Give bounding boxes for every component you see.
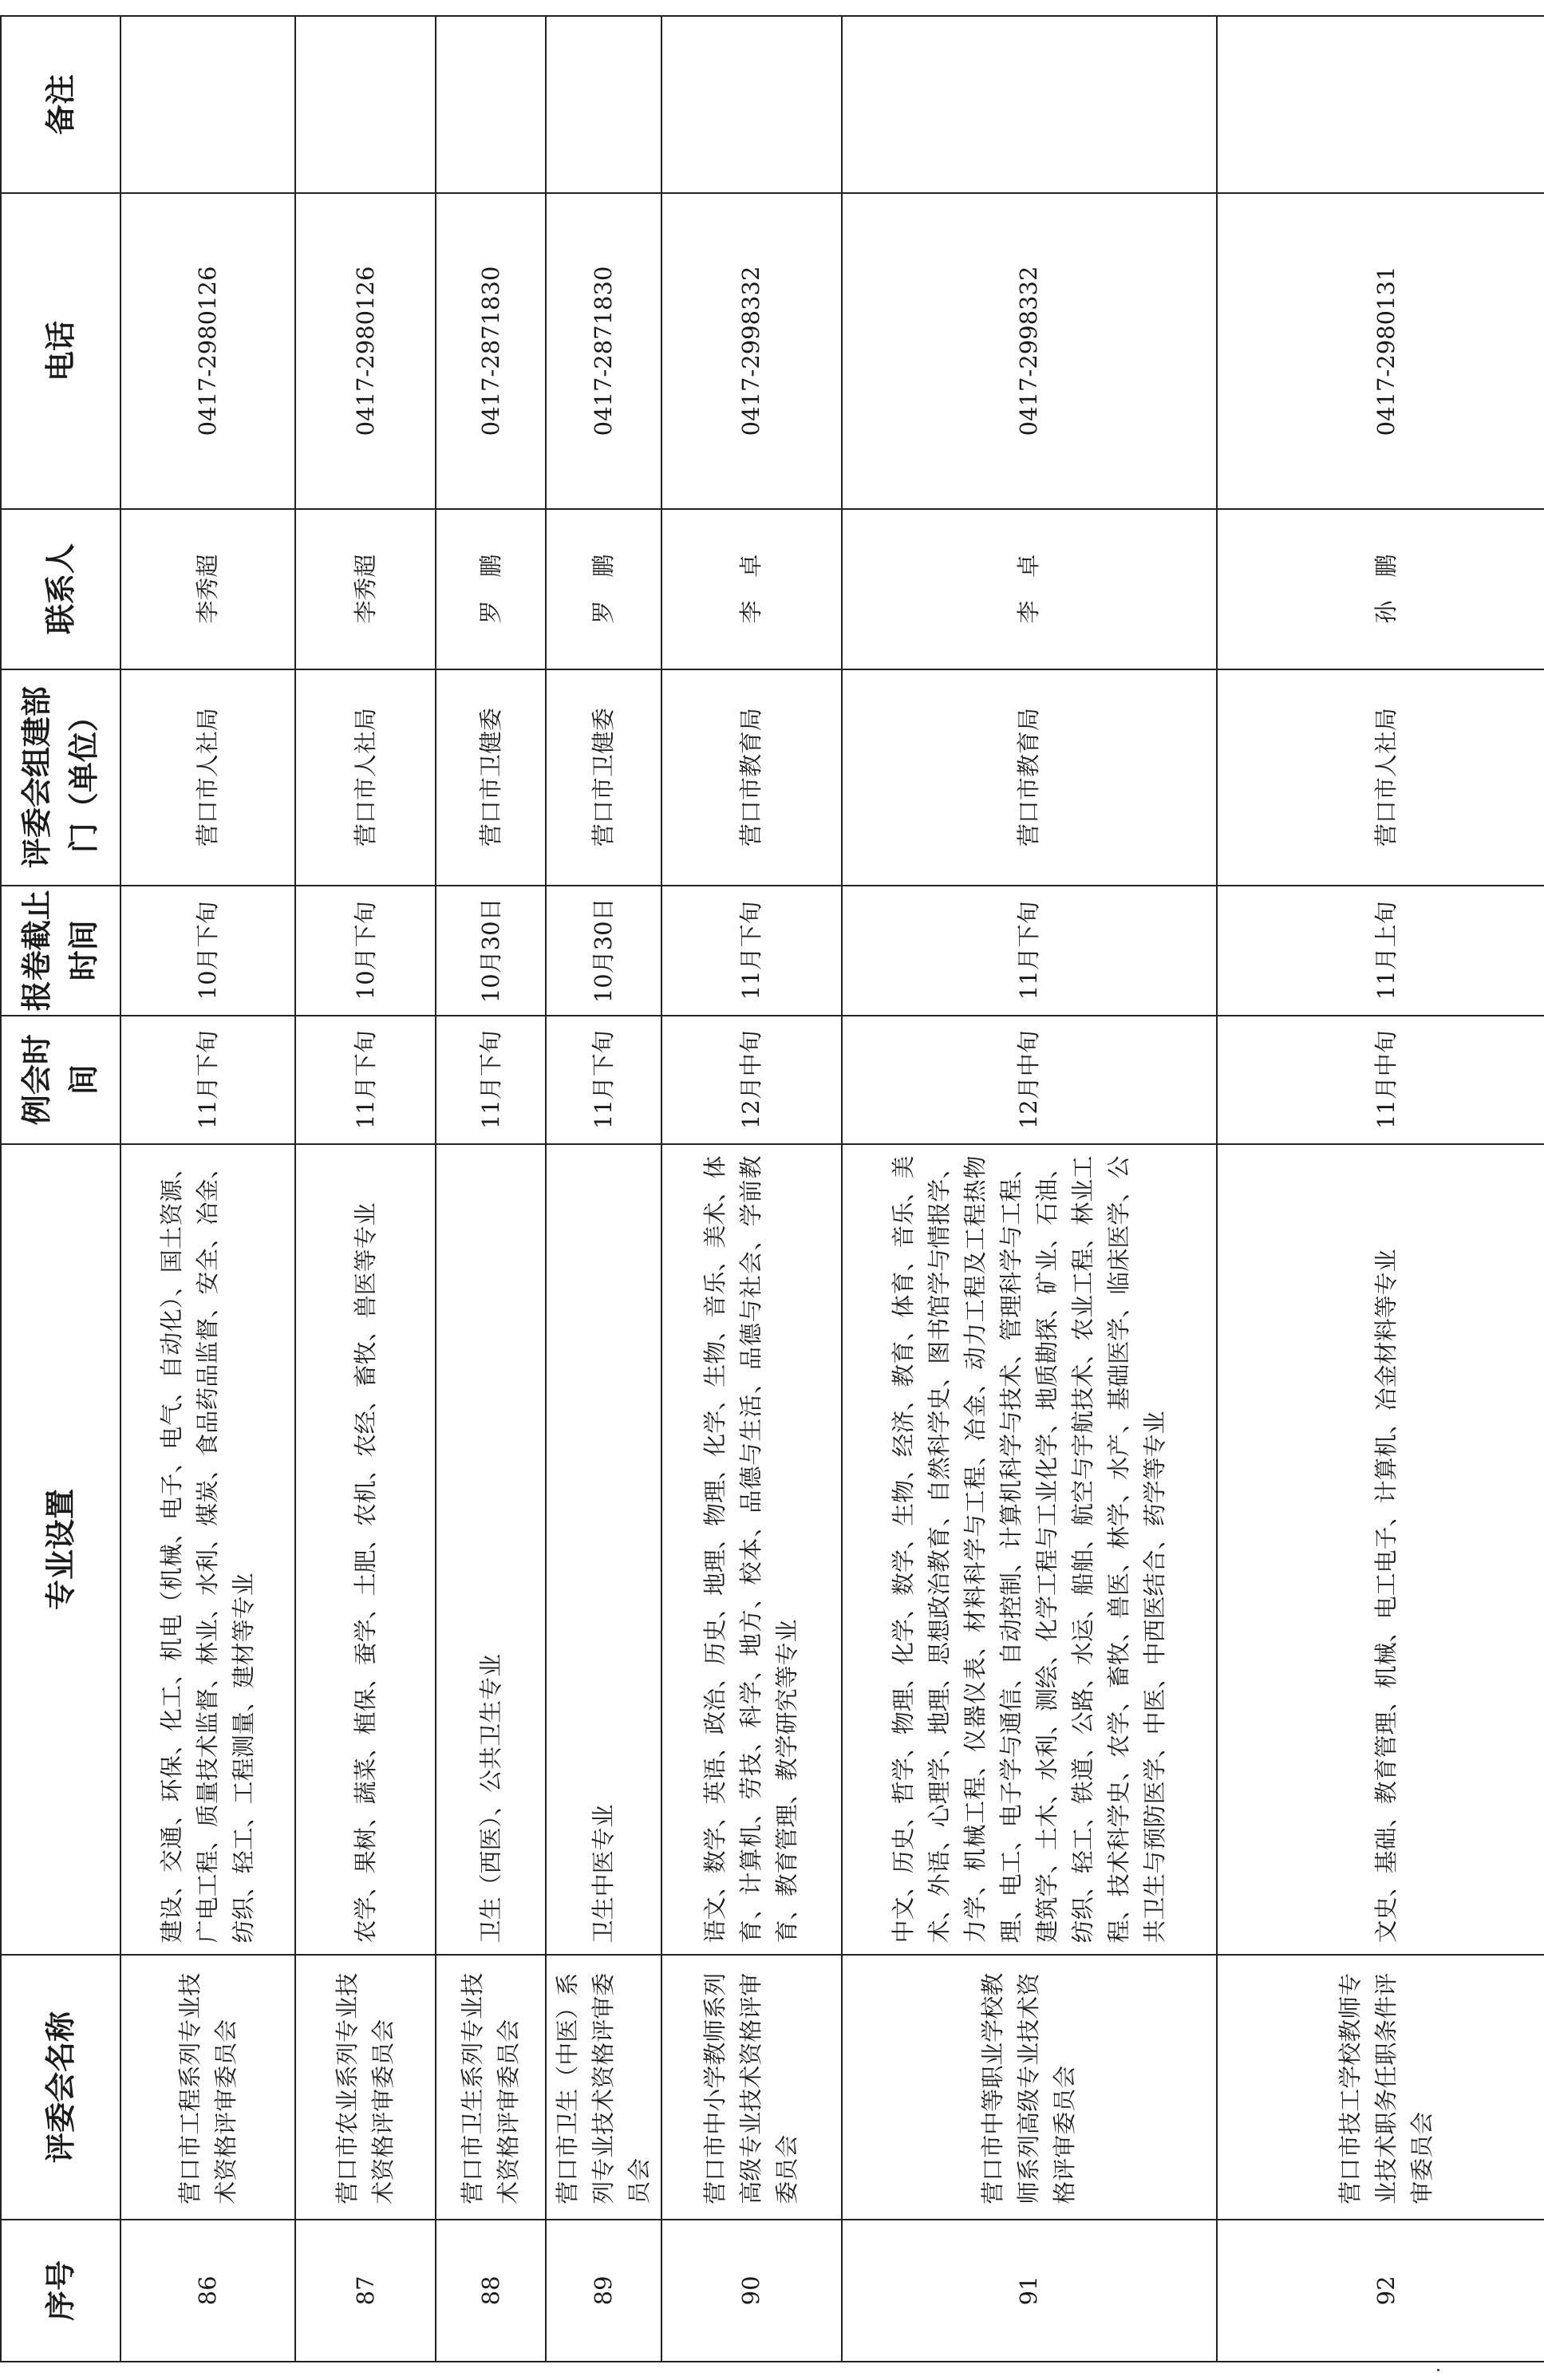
cell-dept: 营口市人社局 — [1217, 669, 1544, 886]
cell-meeting: 12月中旬 — [842, 1016, 1217, 1144]
cell-name: 营口市中等职业学校教师系列高级专业技术资格评审委员会 — [842, 1955, 1217, 2219]
cell-contact: 李秀超 — [295, 509, 436, 669]
cell-phone: 0417-2980131 — [1217, 193, 1544, 508]
cell-no: 86 — [120, 2220, 295, 2362]
table-row — [1217, 16, 1544, 2362]
cell-dept: 营口市人社局 — [295, 669, 436, 886]
table-row — [546, 16, 661, 2362]
header-row — [1, 16, 120, 2362]
table-row — [842, 16, 1217, 2362]
header-meeting: 例会时间 — [1, 1016, 120, 1144]
cell-specialty: 建设、交通、环保、化工、机电（机械、电子、电气、自动化）、国土资源、广电工程、质量技术监督、林业、水利、煤炭、食品药品监督、安全、冶金、纺织、轻工、工程测量、建材等专业 — [120, 1144, 295, 1956]
cell-phone: 0417-2871830 — [546, 193, 661, 508]
cell-phone: 0417-2998332 — [842, 193, 1217, 508]
cell-no: 87 — [295, 2220, 436, 2362]
cell-specialty: 农学、果树、蔬菜、植保、蚕学、土肥、农机、农经、畜牧、兽医等专业 — [295, 1144, 436, 1956]
cell-deadline: 10月下旬 — [120, 886, 295, 1016]
cell-specialty: 卫生（西医）、公共卫生专业 — [436, 1144, 546, 1956]
cell-meeting: 11月下旬 — [295, 1016, 436, 1144]
cell-meeting: 11月中旬 — [1217, 1016, 1544, 1144]
header-specialty: 专业设置 — [1, 1144, 120, 1956]
header-no: 序号 — [1, 2220, 120, 2362]
cell-no: 91 — [842, 2220, 1217, 2362]
cell-dept: 营口市卫健委 — [436, 669, 546, 886]
committee-table — [0, 15, 1544, 2362]
cell-note — [436, 16, 546, 193]
table-row — [295, 16, 436, 2362]
cell-name: 营口市中小学教师系列高级专业技术资格评审委员会 — [661, 1955, 842, 2219]
header-deadline: 报卷截止时间 — [1, 886, 120, 1016]
cell-deadline: 11月上旬 — [1217, 886, 1544, 1016]
cell-note — [295, 16, 436, 193]
header-contact: 联系人 — [1, 509, 120, 669]
cell-note — [661, 16, 842, 193]
header-note: 备注 — [1, 16, 120, 193]
cell-contact: 孙 鹏 — [1217, 509, 1544, 669]
cell-dept: 营口市教育局 — [661, 669, 842, 886]
cell-deadline: 11月下旬 — [661, 886, 842, 1016]
cell-note — [546, 16, 661, 193]
cell-name: 营口市工程系列专业技术资格评审委员会 — [120, 1955, 295, 2219]
cell-deadline: 10月下旬 — [295, 886, 436, 1016]
cell-meeting: 11月下旬 — [436, 1016, 546, 1144]
header-phone: 电话 — [1, 193, 120, 508]
cell-deadline: 11月下旬 — [842, 886, 1217, 1016]
cell-phone: 0417-2980126 — [295, 193, 436, 508]
cell-phone: 0417-2871830 — [436, 193, 546, 508]
cell-no: 90 — [661, 2220, 842, 2362]
cell-meeting: 11月下旬 — [546, 1016, 661, 1144]
header-dept: 评委会组建部门（单位） — [1, 669, 120, 886]
cell-meeting: 12月中旬 — [661, 1016, 842, 1144]
cell-deadline: 10月30日 — [546, 886, 661, 1016]
cell-phone: 0417-2980126 — [120, 193, 295, 508]
cell-note — [842, 16, 1217, 193]
cell-note — [1217, 16, 1544, 193]
cell-phone: 0417-2998332 — [661, 193, 842, 508]
cell-note — [120, 16, 295, 193]
header-name: 评委会名称 — [1, 1955, 120, 2219]
cell-name: 营口市卫生系列专业技术资格评审委员会 — [436, 1955, 546, 2219]
stray-mark: ˙ — [1435, 2365, 1459, 2375]
cell-name: 营口市卫生（中医）系列专业技术资格评审委员会 — [546, 1955, 661, 2219]
cell-name: 营口市技工学校教师专业技术职务任职条件评审委员会 — [1217, 1955, 1544, 2219]
table-row — [661, 16, 842, 2362]
cell-name: 营口市农业系列专业技术资格评审委员会 — [295, 1955, 436, 2219]
cell-no: 92 — [1217, 2220, 1544, 2362]
cell-deadline: 10月30日 — [436, 886, 546, 1016]
cell-specialty: 文史、基础、教育管理、机械、电工电子、计算机、冶金材料等专业 — [1217, 1144, 1544, 1956]
cell-contact: 罗 鹏 — [546, 509, 661, 669]
cell-specialty: 语文、数学、英语、政治、历史、地理、物理、化学、生物、音乐、美术、体育、计算机、劳技、科学、地方、校本、品德与生活、品德与社会、学前教育、教育管理、教学研究等专业 — [661, 1144, 842, 1956]
cell-no: 88 — [436, 2220, 546, 2362]
cell-specialty: 中文、历史、哲学、物理、化学、数学、生物、经济、教育、体育、音乐、美术、外语、心理学、地理、思想政治教育、自然科学史、图书馆学与情报学、力学、机械工程、仪器仪表、材料科学与工程、冶金、动力工程及工程热物理、电工、电子学与通信、自动控制、计算机科学与技术、管理科学与工程、建筑学、土木、水利、测绘、化学工程与工业化学、地质勘探、矿业、石油、纺织、轻工、铁道、公路、水运、船舶、航空与宇航技术、农业工程、林业工程、技术科学史、农学、畜牧、兽医、林学、水产、基础医学、临床医学、公共卫生与预防医学、中医、中西医结合、药学等专业 — [842, 1144, 1217, 1956]
cell-dept: 营口市人社局 — [120, 669, 295, 886]
table-row — [120, 16, 295, 2362]
cell-contact: 罗 鹏 — [436, 509, 546, 669]
cell-dept: 营口市卫健委 — [546, 669, 661, 886]
table-row — [436, 16, 546, 2362]
cell-contact: 李 卓 — [661, 509, 842, 669]
cell-specialty: 卫生中医专业 — [546, 1144, 661, 1956]
cell-contact: 李秀超 — [120, 509, 295, 669]
cell-contact: 李 卓 — [842, 509, 1217, 669]
cell-dept: 营口市教育局 — [842, 669, 1217, 886]
cell-no: 89 — [546, 2220, 661, 2362]
cell-meeting: 11月下旬 — [120, 1016, 295, 1144]
